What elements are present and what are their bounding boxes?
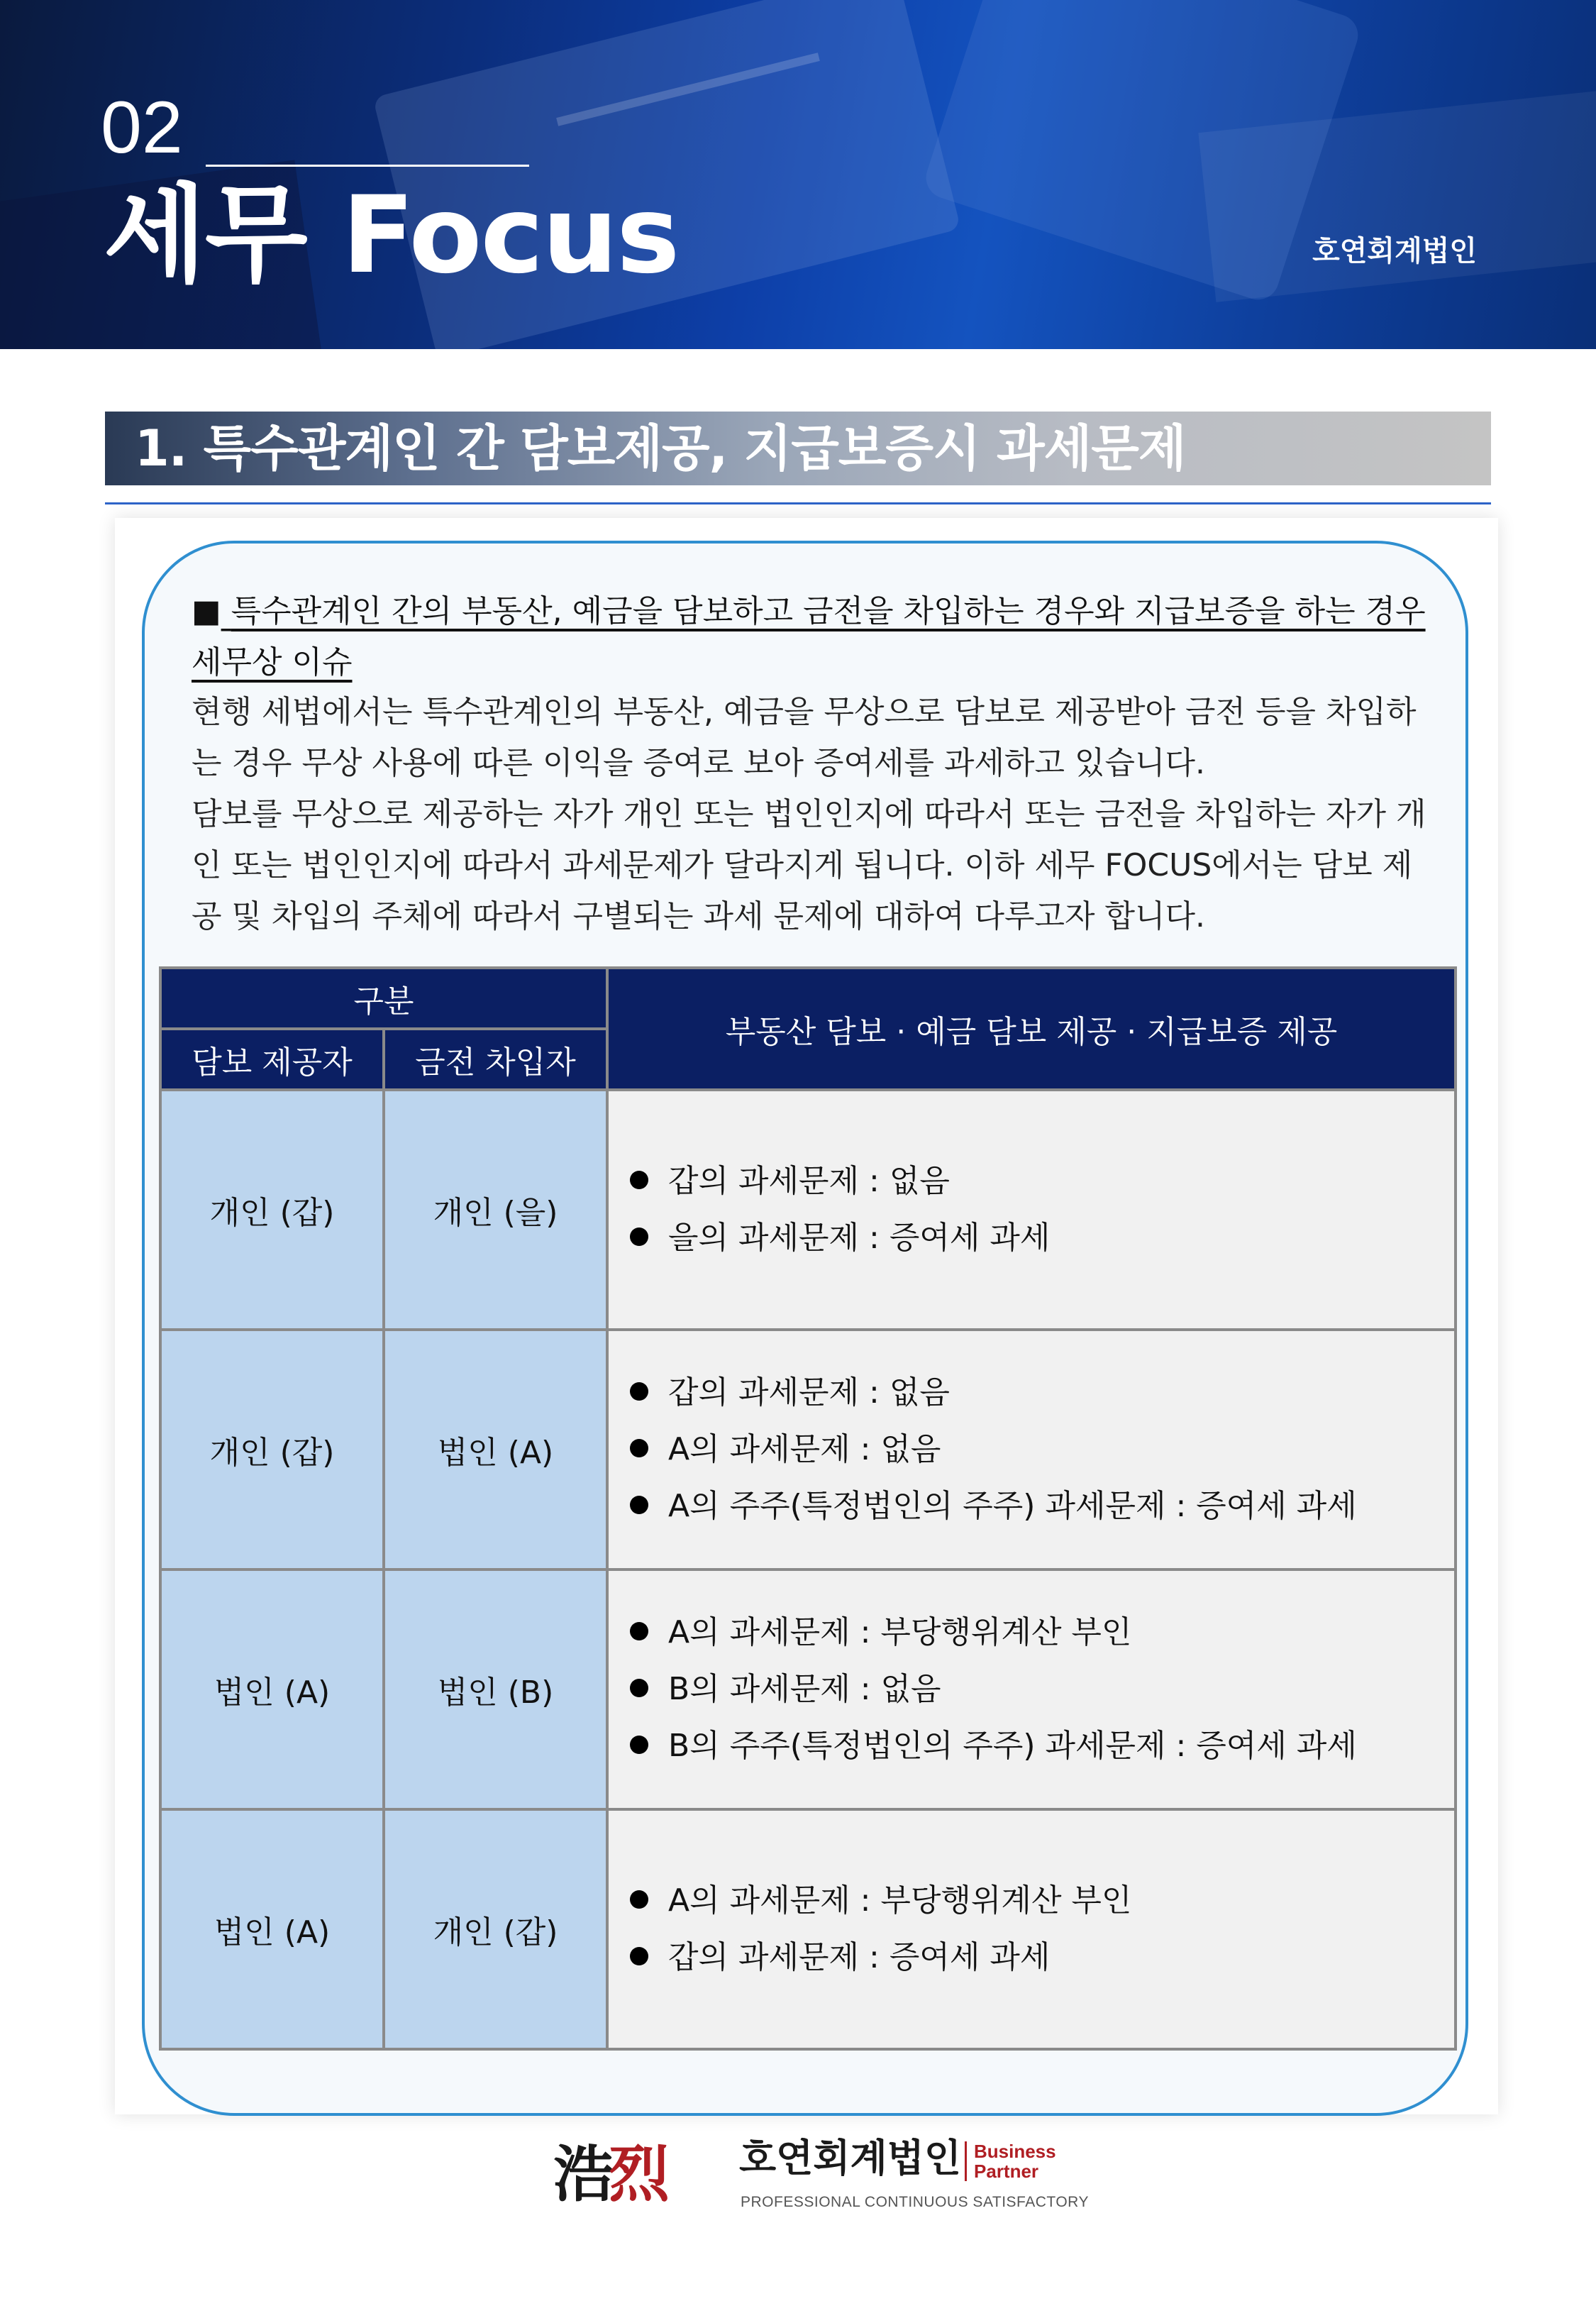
bullet-dot-icon — [630, 1496, 648, 1514]
bullet-dot-icon — [630, 1171, 648, 1189]
tax-issue-cell — [607, 1090, 1456, 1330]
tax-issue-list — [630, 1153, 1453, 1267]
list-item: 갑의 과세문제 : 없음 — [630, 1153, 1453, 1210]
footer-slogan: PROFESSIONAL CONTINUOUS SATISFACTORY — [741, 2194, 1089, 2210]
bullet-dot-icon — [630, 1947, 648, 1965]
bullet-dot-icon — [630, 1679, 648, 1697]
tax-issue-table — [159, 966, 1457, 2051]
list-item: 을의 과세문제 : 증여세 과세 — [630, 1210, 1453, 1267]
header-firm-name: 호연회계법인 — [1312, 235, 1477, 267]
list-item: B의 주주(특정법인의 주주) 과세문제 : 증여세 과세 — [630, 1718, 1453, 1775]
list-item: 갑의 과세문제 : 없음 — [630, 1364, 1453, 1421]
table-row — [160, 1090, 1456, 1330]
list-item: 갑의 과세문제 : 증여세 과세 — [630, 1929, 1453, 1986]
intro-body — [192, 687, 1430, 942]
table-row — [160, 1330, 1456, 1569]
section-number: 02 — [101, 87, 183, 169]
list-item: A의 과세문제 : 없음 — [630, 1421, 1453, 1478]
section-title: 세무 Focus — [104, 174, 679, 297]
bullet-dot-icon — [630, 1622, 648, 1640]
tax-issue-list — [630, 1604, 1453, 1775]
bullet-dot-icon — [630, 1736, 648, 1754]
intro-title-text: 특수관계인 간의 부동산, 예금을 담보하고 금전을 차입하는 경우와 지급보증을 하는 경우 세무상 이슈 — [192, 593, 1426, 680]
bullet-dot-icon — [630, 1890, 648, 1909]
table-row — [160, 1569, 1456, 1809]
calligraphy-logo-icon: 浩烈 — [553, 2139, 664, 2210]
borrower-cell: 법인 (A) — [384, 1330, 607, 1569]
list-item: A의 과세문제 : 부당행위계산 부인 — [630, 1872, 1453, 1929]
tax-issue-cell — [607, 1330, 1456, 1569]
borrower-cell: 법인 (B) — [384, 1569, 607, 1809]
bullet-dot-icon — [630, 1382, 648, 1401]
borrower-cell: 개인 (갑) — [384, 1809, 607, 2049]
table-row — [160, 1809, 1456, 2049]
bullet-dot-icon — [630, 1439, 648, 1457]
provider-cell: 법인 (A) — [160, 1569, 384, 1809]
table-header-borrower: 금전 차입자 — [384, 1029, 607, 1090]
provider-cell: 개인 (갑) — [160, 1330, 384, 1569]
borrower-cell: 개인 (을) — [384, 1090, 607, 1330]
tax-issue-cell — [607, 1809, 1456, 2049]
tax-issue-list — [630, 1872, 1453, 1986]
square-bullet-icon: ■ — [192, 593, 221, 629]
list-item: B의 과세문제 : 없음 — [630, 1661, 1453, 1718]
table-header-provider: 담보 제공자 — [160, 1029, 384, 1090]
section-number-underline — [206, 165, 529, 167]
intro-paragraph: 현행 세법에서는 특수관계인의 부동산, 예금을 무상으로 담보로 제공받아 금전 등을 차입하는 경우 무상 사용에 따른 이익을 증여로 보아 증여세를 과세하고 있습니다. — [192, 694, 1417, 781]
table-header-description: 부동산 담보 · 예금 담보 제공 · 지급보증 제공 — [607, 968, 1456, 1090]
footer-firm-name: 호연회계법인 — [739, 2136, 961, 2180]
bullet-dot-icon — [630, 1228, 648, 1246]
provider-cell: 법인 (A) — [160, 1809, 384, 2049]
tax-issue-list — [630, 1364, 1453, 1535]
section-heading-rule — [105, 502, 1491, 504]
intro-title — [192, 586, 1426, 688]
intro-paragraph: 담보를 무상으로 제공하는 자가 개인 또는 법인인지에 따라서 또는 금전을 차입하는 자가 개인 또는 법인인지에 따라서 과세문제가 달라지게 됩니다. 이하 세무 FOCUS에서는 담보 제공 및 차입의 주체에 따라서 구별되는 과세 문제에 대하여 다루고자 합니다. — [192, 796, 1426, 934]
section-heading: 1. 특수관계인 간 담보제공, 지급보증시 과세문제 — [135, 419, 1186, 478]
list-item: A의 과세문제 : 부당행위계산 부인 — [630, 1604, 1453, 1661]
provider-cell: 개인 (갑) — [160, 1090, 384, 1330]
footer-logo — [553, 2136, 1089, 2221]
tax-issue-cell — [607, 1569, 1456, 1809]
business-partner-tag: Business Partner — [965, 2141, 1056, 2181]
list-item: A의 주주(특정법인의 주주) 과세문제 : 증여세 과세 — [630, 1478, 1453, 1535]
table-header-group: 구분 — [160, 968, 607, 1029]
